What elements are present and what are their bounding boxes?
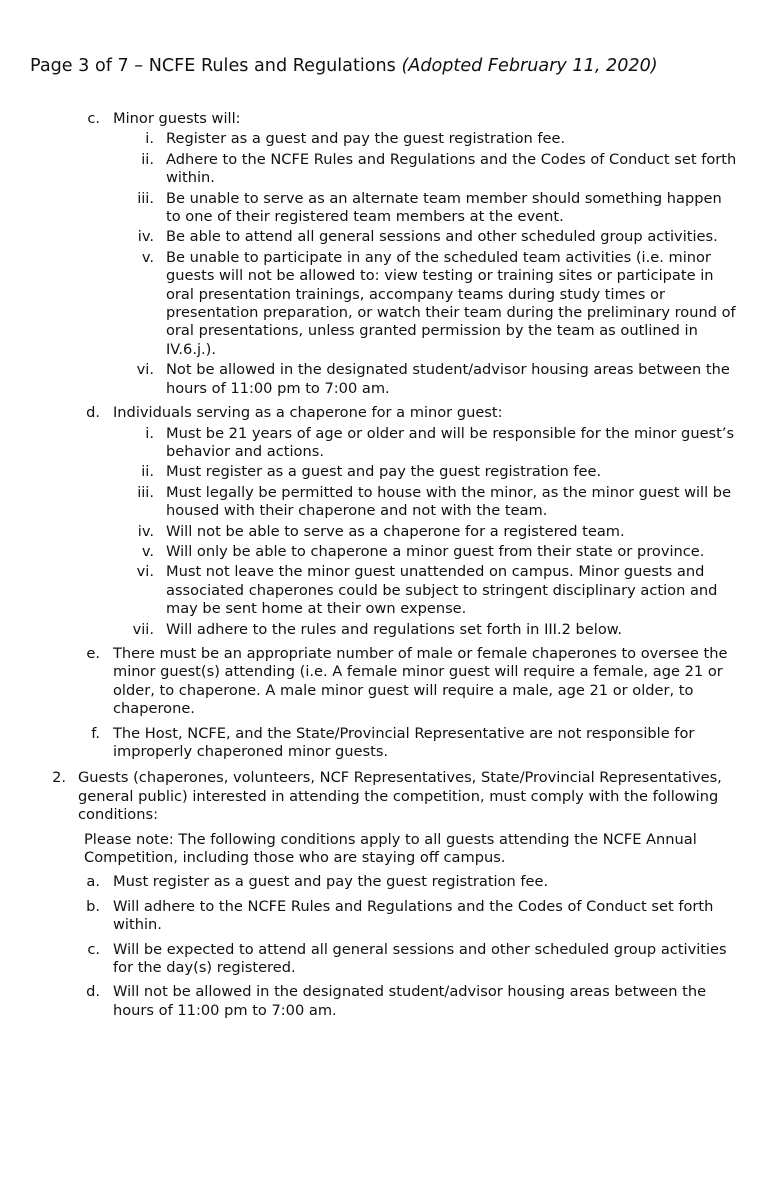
list-item-text: Must register as a guest and pay the guest registration fee. (166, 463, 602, 481)
list-marker: f. (91, 724, 100, 742)
list-marker: v. (141, 248, 154, 266)
list-marker: c. (87, 110, 100, 127)
list-item-text: Be unable to serve as an alternate team member should something happen to one of their registered team members at the event. (166, 189, 722, 226)
list-item (0, 151, 768, 188)
list-item (0, 463, 768, 481)
list-item (0, 898, 768, 935)
list-item-text: Will adhere to the NCFE Rules and Regulations and the Codes of Conduct set forth within. (113, 897, 714, 934)
list-item-text: Must register as a guest and pay the guest registration fee. (113, 873, 549, 891)
list-marker: a. (86, 873, 100, 891)
list-marker: i. (145, 424, 154, 442)
section-2 (0, 769, 768, 824)
list-marker: c. (87, 940, 100, 958)
list-item-text: Register as a guest and pay the guest registration fee. (166, 130, 566, 148)
list-marker: e. (86, 644, 100, 662)
list-marker: i. (145, 130, 154, 148)
list-marker: iii. (137, 483, 154, 501)
list-item (0, 361, 768, 398)
list-marker: vi. (136, 563, 154, 581)
list-item (0, 425, 768, 462)
list-item (0, 228, 768, 246)
section-f (0, 725, 768, 762)
list-marker: vi. (136, 361, 154, 379)
list-marker: iii. (137, 189, 154, 207)
list-marker: ii. (141, 150, 154, 168)
list-item-text: Be able to attend all general sessions and other scheduled group activities. (166, 228, 718, 246)
section-d-text: Individuals serving as a chaperone for a minor guest: (113, 404, 503, 422)
section-e (0, 645, 768, 719)
section-f-text: The Host, NCFE, and the State/Provincial Representative are not responsible for improperly chaperoned minor guests. (113, 724, 695, 760)
list-item (0, 249, 768, 359)
list-item-text: Be unable to participate in any of the scheduled team activities (i.e. minor guests will not be allowed to: view testing or training sites or participate in oral presentation trainings, accompany teams during study times or presentation preparation, or watch their team during the preliminary round of oral presentations, unless granted permission by the team as outlined in IV.6.j.). (166, 248, 736, 358)
list-item-text: Will be expected to attend all general sessions and other scheduled group activities for the day(s) registered. (113, 940, 727, 977)
list-item-text: Must not leave the minor guest unattended on campus. Minor guests and associated chaperones could be subject to stringent disciplinary action and may be sent home at their own expense. (166, 563, 718, 618)
list-item (0, 523, 768, 541)
list-item (0, 941, 768, 978)
list-marker: ii. (141, 463, 154, 481)
section-e-text: There must be an appropriate number of male or female chaperones to oversee the minor guest(s) attending (i.e. A female minor guest will require a female, age 21 or older, to chaperone. A male minor guest will require a male, age 21 or older, to chaperone. (113, 644, 728, 718)
list-marker: iv. (137, 522, 154, 540)
section-c-text: Minor guests will: (113, 110, 241, 127)
list-item-text: Will not be allowed in the designated student/advisor housing areas between the hours of 11:00 pm to 7:00 am. (113, 983, 707, 1019)
list-item (0, 983, 768, 1020)
list-item (0, 130, 768, 148)
list-item (0, 190, 768, 227)
list-item-text: Must legally be permitted to house with the minor, as the minor guest will be housed with their chaperone and not with the team. (166, 483, 732, 520)
page-header-text: Page 3 of 7 – NCFE Rules and Regulations (30, 56, 396, 76)
page-header (30, 55, 658, 77)
list-item (0, 563, 768, 618)
list-item-text: Not be allowed in the designated student/advisor housing areas between the hours of 11:00 pm to 7:00 am. (166, 361, 730, 397)
list-marker: d. (86, 404, 100, 422)
list-item-text: Will not be able to serve as a chaperone for a registered team. (166, 522, 625, 540)
list-item (0, 543, 768, 561)
section-d (0, 404, 768, 422)
list-item (0, 484, 768, 521)
list-item-text: Will adhere to the rules and regulations set forth in III.2 below. (166, 620, 623, 638)
document-body (0, 110, 768, 1020)
list-marker: 2. (52, 769, 66, 787)
section-2-text: Guests (chaperones, volunteers, NCF Representatives, State/Provincial Representatives, general public) interested in attending the competition, must comply with the following conditions: (78, 769, 722, 824)
list-marker: vii. (132, 620, 154, 638)
list-item (0, 621, 768, 639)
list-marker: v. (141, 542, 154, 560)
list-item-text: Must be 21 years of age or older and will be responsible for the minor guest’s behavior and actions. (166, 424, 735, 460)
list-item-text: Will only be able to chaperone a minor guest from their state or province. (166, 542, 705, 560)
list-marker: iv. (137, 228, 154, 246)
adopted-date: (Adopted February 11, 2020) (401, 56, 658, 76)
section-c (0, 110, 768, 128)
list-item (0, 873, 768, 891)
note-paragraph (0, 831, 768, 868)
list-marker: d. (86, 983, 100, 1001)
note-text: Please note: The following conditions apply to all guests attending the NCFE Annual Competition, including those who are staying off campus. (84, 830, 697, 867)
list-item-text: Adhere to the NCFE Rules and Regulations and the Codes of Conduct set forth within. (166, 150, 737, 187)
list-marker: b. (86, 897, 100, 915)
